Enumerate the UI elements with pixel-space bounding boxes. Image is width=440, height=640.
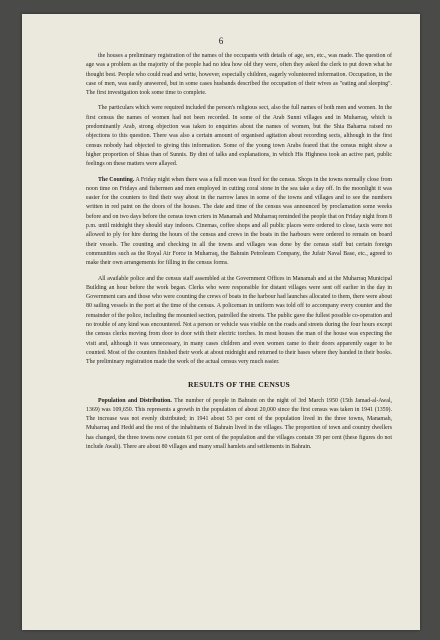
paragraph-text: All available police and the census staff assembled at the Government Offices in Manamah and at the Muharraq Municipal Building an hour before the work began. Clerks who were responsible for distant villages were sent off earlier in the day in Government cars and those who were counting the crews of boats in the harbour had launches allocated to them, there were about 80 sailing vessels in the port at the time of the census. A policeman in uniform was told off to accompany every counter and the remainder of the police, including the mounted section, patrolled the streets. The public gave the fullest possible co-operation and no trouble of any kind was encountered. Not a person or vehicle was visible on the roads and streets during the four hours except the census clerks moving from door to door with their electric torches. In most houses the man of the house was expecting the visit and, although it was unnecessary, in many cases children and even women came to their doors apparently eager to be counted. Most of the counters finished their work at about midnight and returned to their bases where they handed in their books. The preliminary registration made the work of the actual census very much easier.	[86, 275, 392, 366]
paragraph-text: A Friday night when there was a full moon was fixed for the census. Shops in the towns normally close from noon time on Fridays and fishermen and men employed in cutting coral stone in the sea take a day off. In the moonlight it was easier for the counters to find their way about in the narrow lanes in some of the towns and villages and to see the numbers written in red paint on the doors of the houses. The date and time of the census was announced by proclamation some weeks before and on two days before the census town criers in Manamah and Muharraq reminded the people that on Friday night from 8 p.m. until midnight they should stay indoors. Cinemas, coffee shops and all public places were ordered to close, taxis were not allowed to ply for hire during the hours of the census and crews in the boats in the harbours were ordered to remain on board their vessels. The counting and checking in all the towns and villages was done by the census staff but certain foreign communities such as the Royal Air Force in Muharraq, the Bahrain Petroleum Company, the Jufair Naval Base, etc., agreed to make their own arrangements for filling in the census forms.	[86, 176, 392, 267]
paragraph	[86, 176, 392, 269]
paragraph-text: The number of people in Bahrain on the night of 3rd March 1950 (15th Jamad-al-Awal, 1369) was 109,650. This represents a growth in the population of about 20,000 since the first census was taken in 1941 (1359). The increase was not evenly distributed; in 1941 about 53 per cent of the population lived in the three towns, Manamah, Muharraq and Hedd and the rest of the inhabitants of Bahrain lived in the villages. The proportion of town and country dwellers has changed, the three towns now contain 61 per cent of the population and the villages contain 39 per cent (these figures do not include Awali). There are about 80 villages and many small hamlets and settlements in Bahrain.	[86, 397, 392, 450]
page-number: 6	[218, 36, 224, 46]
section-heading: RESULTS OF THE CENSUS	[187, 379, 291, 389]
paragraphs-bottom	[86, 397, 392, 453]
paragraphs-top	[86, 52, 392, 368]
paragraph	[86, 397, 392, 453]
paragraph-run-in-heading: Population and Distribution.	[98, 397, 172, 404]
document-page	[22, 14, 420, 630]
paragraph	[86, 52, 392, 98]
paragraph	[86, 104, 392, 169]
paragraph-text: The particulars which were required included the person's religious sect, also the full names of both men and women. In the first census the names of women had not been recorded. In some of the Arab Sunni villages and in Muharraq, which is predominantly Arab, strong objection was taken to enquiries about the names of women, but the Shia Baharna raised no objections to this question. There was also a certain amount of organised agitation about recording sects, although in the first census nobody had objected to giving this information. Some of the young town Arabs feared that the census might show a higher proportion of Shias than of Sunnis. By dint of talks and explanations, in which His Highness took an active part, public feelings on these matters were allayed.	[86, 105, 392, 168]
paragraph-text: the houses a preliminary registration of the names of the occupants with details of age, sex, etc., was made. The question of age was a problem as the majority of the people had no idea how old they were, often they asked the clerk to put down what he thought best. People who could read and write, however, especially children, eagerly volunteered information. Occupation, in the case of men, was easily answered, but in some cases husbands described the occupation of their wives as "eating and sleeping". The first investigation took some time to complete.	[86, 53, 392, 97]
paragraph	[86, 275, 392, 368]
paragraph-run-in-heading: The Counting.	[98, 176, 135, 183]
page-body	[86, 52, 392, 458]
